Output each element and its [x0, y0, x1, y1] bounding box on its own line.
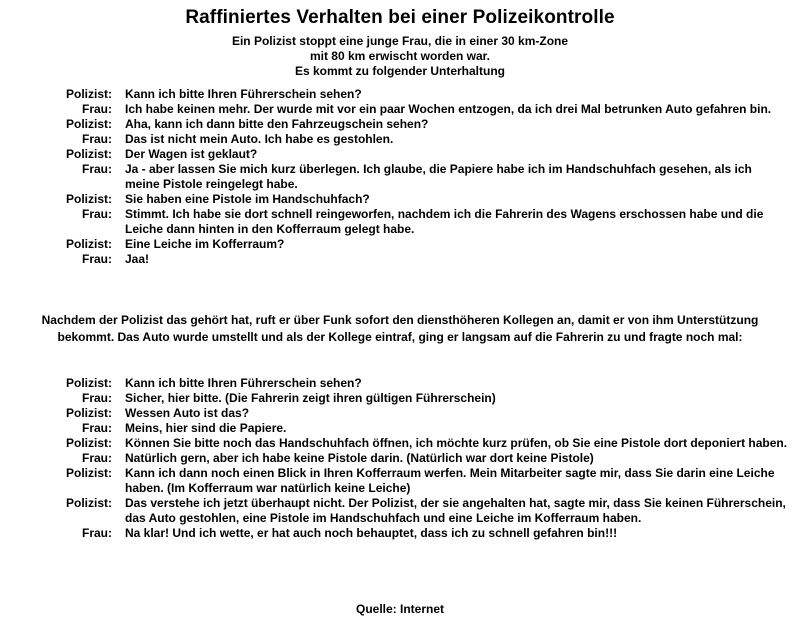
dialog-line: Stimmt. Ich habe sie dort schnell reingeworfen, nachdem ich die Fahrerin des Wagens erschossen habe und die Leiche dann hinten in den Kofferraum gelegt habe.: [125, 207, 764, 236]
intro-line: Ein Polizist stoppt eine junge Frau, die in einer 30 km-Zone: [231, 34, 569, 48]
dialog-row: [0, 117, 800, 132]
dialog-second: [0, 376, 800, 541]
dialog-row: [0, 147, 800, 162]
speaker-label: Polizist:: [65, 192, 112, 206]
dialog-line: Kann ich dann noch einen Blick in Ihren Kofferraum werfen. Mein Mitarbeiter sagte mir, dass Sie darin eine Leiche haben. (Im Kofferraum war natürlich keine Leiche): [125, 466, 775, 495]
document-title: Raffiniertes Verhalten bei einer Polizeikontrolle: [185, 7, 615, 28]
dialog-line: Kann ich bitte Ihren Führerschein sehen?: [125, 376, 362, 390]
dialog-line: Aha, kann ich dann bitte den Fahrzeugschein sehen?: [125, 117, 429, 131]
speaker-label: Frau:: [82, 252, 112, 266]
dialog-line: Jaa!: [125, 252, 150, 266]
intro-text: [0, 34, 800, 79]
dialog-line: Der Wagen ist geklaut?: [125, 147, 258, 161]
speaker-label: Polizist:: [65, 376, 112, 390]
dialog-row: [0, 391, 800, 406]
dialog-row: [0, 496, 800, 526]
dialog-line: Können Sie bitte noch das Handschuhfach öffnen, ich möchte kurz prüfen, ob Sie eine Pistole dort deponiert haben.: [125, 436, 788, 450]
dialog-row: [0, 192, 800, 207]
speaker-label: Polizist:: [65, 406, 112, 420]
dialog-row: [0, 162, 800, 192]
dialog-line: Meins, hier sind die Papiere.: [125, 421, 287, 435]
dialog-line: Natürlich gern, aber ich habe keine Pistole darin. (Natürlich war dort keine Pistole): [125, 451, 594, 465]
dialog-line: Ich habe keinen mehr. Der wurde mit vor ein paar Wochen entzogen, da ich drei Mal betrunken Auto gefahren bin.: [125, 102, 772, 116]
speaker-label: Frau:: [82, 451, 112, 465]
speaker-label: Polizist:: [65, 237, 112, 251]
dialog-row: [0, 436, 800, 451]
dialog-line: Wessen Auto ist das?: [125, 406, 250, 420]
speaker-label: Polizist:: [65, 117, 112, 131]
dialog-row: [0, 526, 800, 541]
source-line: Quelle: Internet: [355, 602, 444, 616]
dialog-row: [0, 207, 800, 237]
speaker-label: Polizist:: [65, 496, 112, 510]
dialog-row: [0, 451, 800, 466]
dialog-line: Sie haben eine Pistole im Handschuhfach?: [125, 192, 370, 206]
dialog-row: [0, 421, 800, 436]
speaker-label: Polizist:: [65, 87, 112, 101]
speaker-label: Frau:: [82, 102, 112, 116]
dialog-row: [0, 376, 800, 391]
speaker-label: Frau:: [82, 526, 112, 540]
speaker-label: Polizist:: [65, 436, 112, 450]
dialog-row: [0, 252, 800, 267]
speaker-label: Frau:: [82, 207, 112, 221]
dialog-first: [0, 87, 800, 267]
intro-line: mit 80 km erwischt worden war.: [309, 49, 491, 63]
dialog-line: Das verstehe ich jetzt überhaupt nicht. Der Polizist, der sie angehalten hat, sagte mir, dass Sie keinen Führerschein, das Auto gestohlen, eine Pistole im Handschuhfach und eine Leiche im Kofferraum haben.: [125, 496, 786, 525]
narration-paragraph: Nachdem der Polizist das gehört hat, ruft er über Funk sofort den diensthöheren Kollegen an, damit er von ihm Unterstützung bekommt. Das Auto wurde umstellt und als der Kollege eintraf, ging er langsam auf die Fahrerin zu und fragte noch mal:: [41, 313, 759, 344]
dialog-line: Sicher, hier bitte. (Die Fahrerin zeigt ihren gültigen Führerschein): [125, 391, 496, 405]
intro-line: Es kommt zu folgender Unterhaltung: [294, 64, 505, 78]
dialog-line: Das ist nicht mein Auto. Ich habe es gestohlen.: [125, 132, 394, 146]
dialog-line: Eine Leiche im Kofferraum?: [125, 237, 285, 251]
speaker-label: Frau:: [82, 162, 112, 176]
speaker-label: Polizist:: [65, 466, 112, 480]
dialog-row: [0, 87, 800, 102]
dialog-row: [0, 102, 800, 117]
dialog-row: [0, 466, 800, 496]
dialog-row: [0, 406, 800, 421]
dialog-line: Na klar! Und ich wette, er hat auch noch behauptet, dass ich zu schnell gefahren bin!!!: [125, 526, 618, 540]
dialog-line: Ja - aber lassen Sie mich kurz überlegen. Ich glaube, die Papiere habe ich im Handschuhfach gesehen, als ich meine Pistole reingelegt habe.: [125, 162, 752, 191]
speaker-label: Polizist:: [65, 147, 112, 161]
dialog-row: [0, 132, 800, 147]
dialog-row: [0, 237, 800, 252]
speaker-label: Frau:: [82, 421, 112, 435]
dialog-line: Kann ich bitte Ihren Führerschein sehen?: [125, 87, 362, 101]
speaker-label: Frau:: [82, 391, 112, 405]
speaker-label: Frau:: [82, 132, 112, 146]
